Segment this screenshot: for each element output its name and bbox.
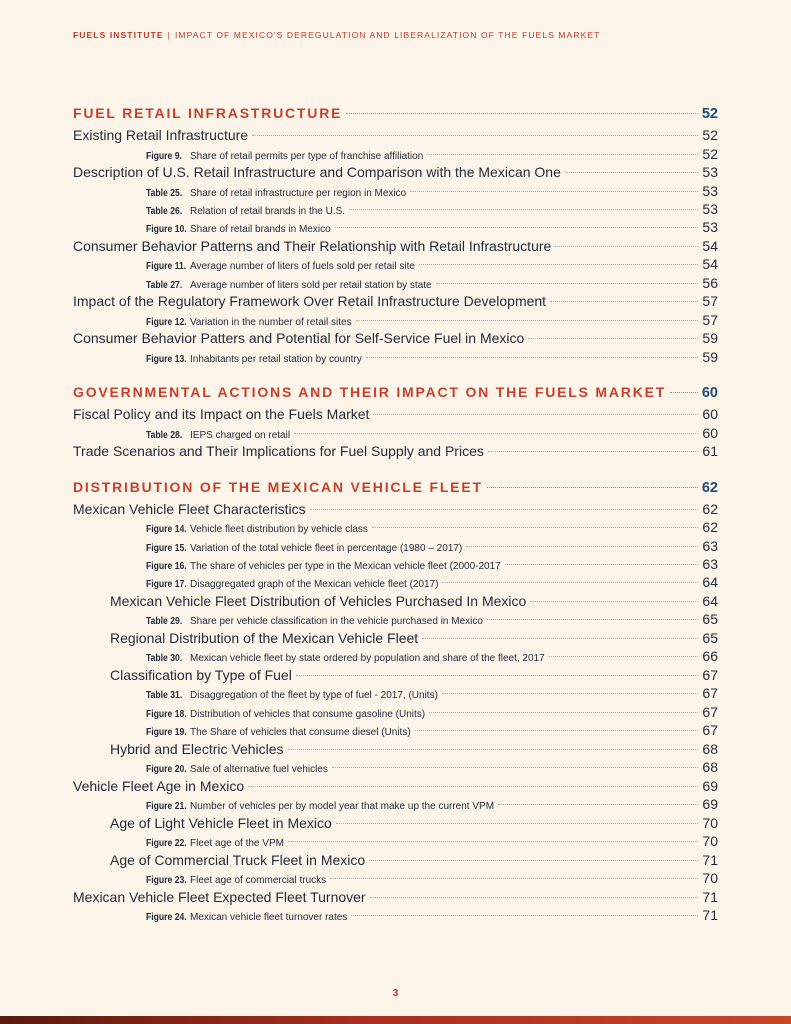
- toc-item-title: Share of retail infrastructure per region in Mexico: [190, 187, 407, 199]
- toc-item-title: Fleet age of the VPM: [190, 838, 284, 850]
- toc-item-page: 63: [702, 556, 718, 573]
- toc-item-title: Existing Retail Infrastructure: [73, 127, 249, 143]
- toc-item-title: Relation of retail brands in the U.S.: [190, 205, 346, 217]
- toc-item-title: Age of Commercial Truck Fleet in Mexico: [110, 851, 366, 868]
- toc-item-title: Vehicle fleet distribution by vehicle class: [190, 524, 368, 536]
- page-number: 3: [392, 988, 399, 999]
- toc-figure-entry[interactable]: [73, 349, 718, 367]
- footer-bar: [0, 1016, 791, 1024]
- toc-item-title: Description of U.S. Retail Infrastructure and Comparison with the Mexican One: [73, 163, 561, 180]
- toc-item-label: Figure 24.: [146, 911, 187, 924]
- dot-leader: [349, 209, 698, 210]
- dot-leader: [429, 712, 698, 713]
- dot-leader: [294, 433, 698, 434]
- toc-figure-entry[interactable]: [73, 425, 718, 443]
- toc-item-page: 57: [702, 293, 718, 310]
- toc-item-title: Disaggregation of the fleet by type of fuel - 2017, (Units): [190, 690, 438, 702]
- toc-item-label: Figure 17.: [146, 578, 187, 591]
- toc-item-title: IEPS charged on retail: [190, 429, 291, 441]
- toc-item-page: 67: [702, 703, 718, 720]
- dot-leader: [288, 841, 698, 842]
- toc-entry[interactable]: [73, 443, 718, 462]
- toc-figure-entry[interactable]: [73, 648, 718, 666]
- toc-item-page: 67: [702, 666, 718, 683]
- toc-item-page: 59: [702, 348, 718, 365]
- toc-item-label: Figure 21.: [146, 800, 187, 813]
- toc-item-title: Inhabitants per retail station by country: [190, 353, 362, 365]
- toc-item-page: 53: [702, 219, 718, 236]
- toc-item-page: 57: [702, 311, 718, 328]
- toc-entry[interactable]: [73, 238, 718, 257]
- toc-item-page: 52: [702, 127, 718, 143]
- toc-item-title: The share of vehicles per type in the Mexican vehicle fleet (2000-2017: [190, 561, 501, 573]
- toc-entry[interactable]: [73, 293, 718, 312]
- toc-item-label: Figure 19.: [146, 726, 187, 739]
- toc-entry[interactable]: [73, 778, 718, 797]
- toc-item-title: Regional Distribution of the Mexican Vehicle Fleet: [110, 629, 419, 646]
- toc-section-entry[interactable]: [73, 384, 718, 406]
- toc-item-title: GOVERNMENTAL ACTIONS AND THEIR IMPACT ON THE FUELS MARKET: [73, 384, 667, 401]
- toc-item-label: Table 28.: [146, 428, 183, 441]
- toc-item-page: 62: [702, 519, 718, 536]
- toc-item-page: 67: [702, 722, 718, 739]
- dot-leader: [565, 172, 699, 173]
- toc-item-title: Age of Light Vehicle Fleet in Mexico: [110, 814, 332, 831]
- dot-leader: [415, 730, 699, 731]
- toc-item-page: 63: [702, 537, 718, 554]
- toc-figure-entry[interactable]: [73, 538, 718, 556]
- dot-leader: [442, 582, 698, 583]
- toc-item-label: Figure 16.: [146, 560, 187, 573]
- dot-leader: [487, 619, 698, 620]
- toc-section-entry[interactable]: [73, 105, 718, 127]
- dot-leader: [351, 915, 698, 916]
- toc-item-title: Sale of alternative fuel vehicles: [190, 764, 328, 776]
- dot-leader: [670, 392, 698, 393]
- dot-leader: [332, 767, 699, 768]
- toc-item-page: 65: [702, 611, 718, 628]
- toc-figure-entry[interactable]: [73, 611, 718, 629]
- toc-subentry[interactable]: [73, 741, 718, 760]
- running-header: [73, 30, 600, 40]
- toc-item-label: Figure 18.: [146, 707, 187, 720]
- toc-item-label: Table 29.: [146, 615, 183, 628]
- toc-item-label: Figure 10.: [146, 223, 187, 236]
- toc-item-title: The Share of vehicles that consume diesel (Units): [190, 727, 411, 739]
- toc-item-title: Mexican vehicle fleet turnover rates: [190, 912, 348, 924]
- toc-item-page: 71: [702, 907, 718, 924]
- toc-item-title: Classification by Type of Fuel: [110, 666, 292, 683]
- toc-item-page: 62: [702, 500, 718, 517]
- toc-item-page: 60: [702, 406, 718, 423]
- toc-figure-entry[interactable]: [73, 870, 718, 888]
- toc-item-title: Impact of the Regulatory Framework Over Retail Infrastructure Development: [73, 293, 547, 310]
- toc-item-label: Figure 13.: [146, 352, 187, 365]
- dot-leader: [427, 154, 698, 155]
- toc-item-title: Average number of liters sold per retail station by state: [190, 279, 432, 291]
- toc-item-title: Mexican Vehicle Fleet Expected Fleet Turnover: [73, 888, 366, 905]
- dot-leader: [356, 320, 699, 321]
- toc-item-label: Table 27.: [146, 278, 183, 291]
- toc-item-page: 53: [702, 200, 718, 217]
- toc-item-title: Mexican Vehicle Fleet Distribution of Vehicles Purchased In Mexico: [110, 592, 527, 609]
- toc-section-entry[interactable]: [73, 479, 718, 501]
- toc-item-title: Distribution of vehicles that consume gasoline (Units): [190, 708, 426, 720]
- toc-item-page: 61: [702, 443, 718, 460]
- toc-figure-entry[interactable]: [73, 574, 718, 592]
- dot-leader: [487, 487, 698, 488]
- toc-item-page: 60: [701, 385, 718, 402]
- toc-item-title: Share of retail permits per type of franchise affiliation: [190, 150, 424, 162]
- dot-leader: [498, 804, 698, 805]
- toc-item-page: 52: [701, 106, 718, 122]
- toc-entry[interactable]: [73, 501, 718, 520]
- toc-figure-entry[interactable]: [73, 907, 718, 925]
- toc-figure-entry[interactable]: [73, 685, 718, 703]
- dot-leader: [550, 301, 698, 302]
- toc-figure-entry[interactable]: [73, 183, 718, 201]
- toc-item-title: Variation in the number of retail sites: [190, 316, 352, 328]
- toc-subentry[interactable]: [73, 593, 718, 612]
- toc-item-label: Figure 9.: [146, 149, 182, 162]
- toc-item-page: 54: [702, 256, 718, 273]
- toc-item-label: Figure 22.: [146, 837, 187, 850]
- dot-leader: [530, 601, 698, 602]
- toc-figure-entry[interactable]: [73, 146, 718, 164]
- toc-item-page: 60: [702, 424, 718, 441]
- toc-figure-entry[interactable]: [73, 759, 718, 777]
- toc-item-page: 67: [702, 685, 718, 702]
- dot-leader: [336, 823, 699, 824]
- toc-item-title: Average number of liters of fuels sold per retail site: [190, 261, 415, 273]
- dot-leader: [372, 527, 699, 528]
- toc-figure-entry[interactable]: [73, 796, 718, 814]
- toc-item-label: Figure 23.: [146, 874, 187, 887]
- dot-leader: [555, 246, 698, 247]
- dot-leader: [252, 135, 698, 136]
- dot-leader: [549, 656, 699, 657]
- dot-leader: [466, 546, 698, 547]
- toc-item-label: Figure 14.: [146, 523, 187, 536]
- toc-item-page: 68: [702, 759, 718, 776]
- toc-item-page: 62: [701, 479, 718, 496]
- toc-item-title: Share per vehicle classification in the vehicle purchased in Mexico: [190, 616, 483, 628]
- toc-item-page: 54: [702, 237, 718, 254]
- dot-leader: [330, 878, 698, 879]
- toc-item-title: Hybrid and Electric Vehicles: [110, 740, 284, 757]
- toc-item-title: Disaggregated graph of the Mexican vehicle fleet (2017): [190, 579, 439, 591]
- toc-figure-entry[interactable]: [73, 256, 718, 274]
- toc-figure-entry[interactable]: [73, 833, 718, 851]
- toc-item-page: 56: [702, 274, 718, 291]
- dot-leader: [369, 860, 698, 861]
- dot-leader: [346, 113, 698, 114]
- toc-figure-entry[interactable]: [73, 704, 718, 722]
- toc-item-title: Trade Scenarios and Their Implications for Fuel Supply and Prices: [73, 443, 484, 460]
- toc-item-title: Share of retail brands in Mexico: [190, 224, 331, 236]
- toc-item-page: 66: [702, 648, 718, 665]
- toc-figure-entry[interactable]: [73, 519, 718, 537]
- toc-figure-entry[interactable]: [73, 312, 718, 330]
- toc-item-title: Consumer Behavior Patterns and Their Relationship with Retail Infrastructure: [73, 237, 552, 254]
- toc-item-page: 69: [702, 777, 718, 794]
- toc-subentry[interactable]: [73, 852, 718, 871]
- toc-item-page: 71: [702, 851, 718, 868]
- table-of-contents: [73, 105, 718, 925]
- dot-leader: [310, 509, 699, 510]
- toc-item-label: Table 30.: [146, 652, 183, 665]
- toc-item-page: 65: [702, 629, 718, 646]
- toc-entry[interactable]: [73, 889, 718, 908]
- dot-leader: [296, 675, 699, 676]
- dot-leader: [488, 451, 699, 452]
- dot-leader: [505, 564, 699, 565]
- dot-leader: [528, 338, 698, 339]
- header-brand: FUELS INSTITUTE: [73, 30, 164, 40]
- toc-item-title: Mexican Vehicle Fleet Characteristics: [73, 500, 306, 517]
- dot-leader: [366, 357, 699, 358]
- dot-leader: [288, 749, 699, 750]
- toc-item-page: 70: [702, 814, 718, 831]
- toc-item-label: Table 25.: [146, 186, 183, 199]
- toc-item-page: 70: [702, 833, 718, 850]
- dot-leader: [370, 897, 699, 898]
- toc-item-title: Variation of the total vehicle fleet in percentage (1980 – 2017): [190, 542, 463, 554]
- toc-item-title: Mexican vehicle fleet by state ordered by population and share of the fleet, 2017: [190, 653, 545, 665]
- toc-spacer: [73, 367, 718, 384]
- toc-item-page: 71: [702, 888, 718, 905]
- toc-item-label: Figure 12.: [146, 315, 187, 328]
- toc-entry[interactable]: [73, 127, 718, 146]
- toc-item-title: DISTRIBUTION OF THE MEXICAN VEHICLE FLEET: [73, 478, 483, 495]
- toc-item-page: 64: [702, 592, 718, 609]
- dot-leader: [248, 786, 698, 787]
- toc-item-title: Fiscal Policy and its Impact on the Fuels Market: [73, 406, 370, 423]
- toc-spacer: [73, 462, 718, 479]
- toc-entry[interactable]: [73, 164, 718, 183]
- toc-figure-entry[interactable]: [73, 722, 718, 740]
- dot-leader: [419, 264, 698, 265]
- toc-item-title: Number of vehicles per by model year that make up the current VPM: [190, 801, 495, 813]
- toc-item-page: 52: [702, 145, 718, 162]
- toc-item-label: Table 31.: [146, 689, 183, 702]
- toc-item-title: Fleet age of commercial trucks: [190, 875, 327, 887]
- toc-figure-entry[interactable]: [73, 201, 718, 219]
- toc-item-page: 53: [702, 163, 718, 180]
- dot-leader: [442, 693, 699, 694]
- dot-leader: [422, 638, 698, 639]
- toc-subentry[interactable]: [73, 815, 718, 834]
- dot-leader: [335, 227, 699, 228]
- toc-figure-entry[interactable]: [73, 556, 718, 574]
- toc-item-title: Consumer Behavior Patters and Potential for Self-Service Fuel in Mexico: [73, 330, 525, 347]
- toc-item-page: 68: [702, 740, 718, 757]
- toc-item-page: 69: [702, 796, 718, 813]
- toc-item-label: Figure 11.: [146, 260, 187, 273]
- toc-subentry[interactable]: [73, 630, 718, 649]
- toc-figure-entry[interactable]: [73, 275, 718, 293]
- header-subtitle: IMPACT OF MEXICO'S DEREGULATION AND LIBERALIZATION OF THE FUELS MARKET: [174, 30, 601, 40]
- toc-item-page: 59: [702, 330, 718, 347]
- toc-item-title: FUEL RETAIL INFRASTRUCTURE: [73, 105, 343, 121]
- toc-item-label: Table 26.: [146, 204, 183, 217]
- toc-subentry[interactable]: [73, 667, 718, 686]
- toc-item-label: Figure 20.: [146, 763, 187, 776]
- toc-item-page: 53: [702, 182, 718, 199]
- dot-leader: [436, 283, 699, 284]
- toc-item-page: 64: [702, 574, 718, 591]
- toc-entry[interactable]: [73, 330, 718, 349]
- toc-item-page: 70: [702, 870, 718, 887]
- toc-figure-entry[interactable]: [73, 219, 718, 237]
- dot-leader: [410, 191, 698, 192]
- header-separator: |: [167, 30, 171, 40]
- dot-leader: [373, 414, 698, 415]
- toc-item-title: Vehicle Fleet Age in Mexico: [73, 777, 245, 794]
- toc-entry[interactable]: [73, 406, 718, 425]
- toc-item-label: Figure 15.: [146, 541, 187, 554]
